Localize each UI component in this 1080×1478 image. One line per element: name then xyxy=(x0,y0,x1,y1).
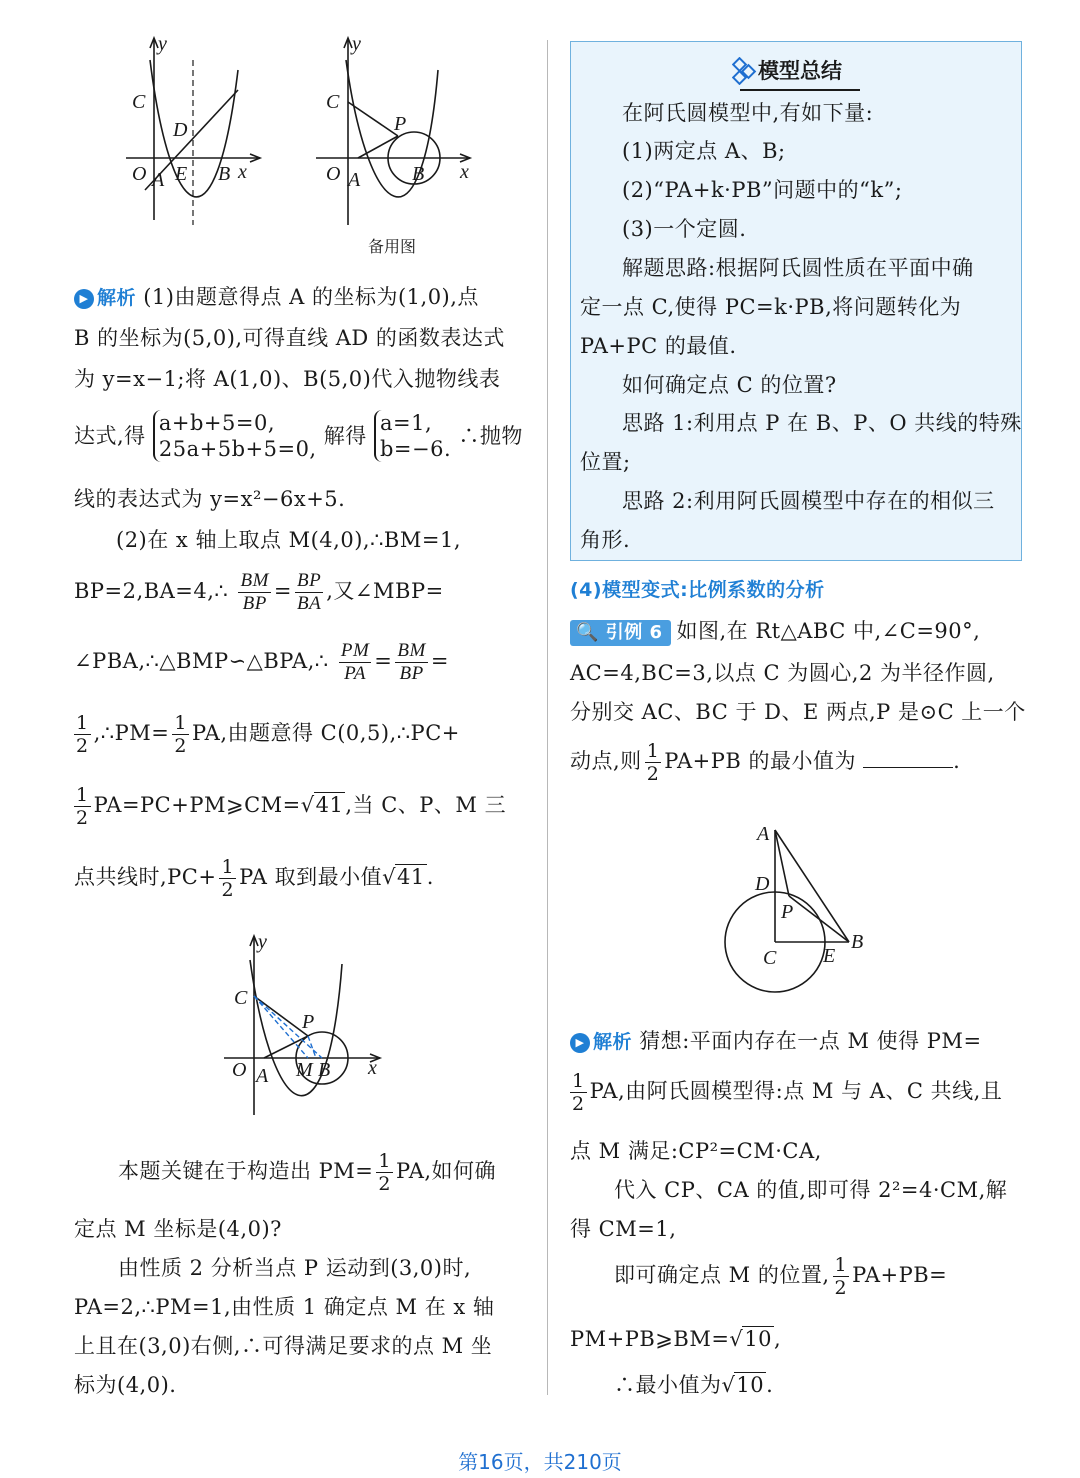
fig4-label-d: D xyxy=(755,873,770,895)
fig1-label-y: y xyxy=(158,33,167,55)
fig2-label-a: A xyxy=(348,169,361,191)
key-line-1: 本题关键在于构造出 PM= $\frac{1}{2}$ PA,如何确 xyxy=(118,1150,497,1195)
summary-line-12: 角形. xyxy=(580,528,631,552)
sqrt-10: 10 xyxy=(744,1327,773,1351)
summary-line-3: (2)“PA+k·PB”问题中的“k”; xyxy=(622,178,903,202)
summary-line-9: 思路 1:利用点 P 在 B、P、O 共线的特殊 xyxy=(622,411,1022,435)
column-divider xyxy=(547,40,548,1395)
summary-line-1: 在阿氏圆模型中,有如下量: xyxy=(622,101,874,125)
fig3-label-y: y xyxy=(258,931,267,953)
fig1-label-a: A xyxy=(152,169,165,191)
fraction-pm-pa: $\frac{PM}{PA}$ xyxy=(340,640,370,684)
fig2-label-b: B xyxy=(412,163,425,185)
fraction-half: $\frac{1}{2}$ xyxy=(572,1070,585,1115)
figure-3-graph xyxy=(220,930,390,1120)
fig2-label-p: P xyxy=(394,113,407,135)
fraction-bm-bp: $\frac{BM}{BP}$ xyxy=(240,570,269,614)
figure-2-caption: 备用图 xyxy=(368,237,417,256)
right-solution-line-7: PM+PB⩾BM=√10, xyxy=(570,1327,782,1351)
solution-line-4: 达式,得 a+b+5=0, 25a+5b+5=0, 解得 a=1, b=−6. ∴抛物 xyxy=(74,411,523,461)
right-solution-line-8: ∴最小值为√10. xyxy=(614,1373,774,1397)
fig3-label-m: M xyxy=(296,1059,313,1081)
key-line-6: 标为(4,0). xyxy=(74,1373,177,1397)
fig3-label-x: x xyxy=(368,1057,377,1079)
fig4-label-p: P xyxy=(781,901,794,923)
fig3-label-c: C xyxy=(234,987,248,1009)
example-line-3: 分别交 AC、BC 于 D、E 两点,P 是⊙C 上一个 xyxy=(570,700,1026,724)
solution-line-9: $\frac{1}{2}$ ,∴PM= $\frac{1}{2}$ PA,由题意得 C(0,5),∴PC+ xyxy=(76,712,460,757)
fraction-half: $\frac{1}{2}$ xyxy=(76,712,89,757)
fig1-label-d: D xyxy=(173,119,188,141)
sub-heading: (4)模型变式:比例系数的分析 xyxy=(570,579,825,601)
example-line-2: AC=4,BC=3,以点 C 为圆心,2 为半径作圆, xyxy=(570,661,995,685)
fraction-half: $\frac{1}{2}$ xyxy=(834,1254,848,1299)
solution-line-11: 点共线时,PC+ $\frac{1}{2}$ PA 取到最小值√41. xyxy=(74,856,434,901)
right-solution-line-4: 代入 CP、CA 的值,即可得 2²=4·CM,解 xyxy=(614,1178,1008,1202)
summary-line-4: (3)一个定圆. xyxy=(622,217,747,241)
solution-badge: ▶ 解析 xyxy=(74,287,136,309)
figure-4-triangle xyxy=(715,820,875,1000)
right-solution-line-2: $\frac{1}{2}$ PA,由阿氏圆模型得:点 M 与 A、C 共线,且 xyxy=(572,1070,1003,1115)
fig4-label-e: E xyxy=(823,945,836,967)
magnifier-icon: 🔍 xyxy=(576,622,599,643)
figure-1-graph xyxy=(120,30,270,230)
example-badge: 🔍 引例 6 xyxy=(570,620,671,646)
right-solution-line-3: 点 M 满足:CP²=CM·CA, xyxy=(570,1139,822,1163)
system-2-row-1: a=1, xyxy=(379,411,433,435)
answer-blank[interactable] xyxy=(863,747,953,768)
sqrt-41-min: 41 xyxy=(397,865,425,889)
fig1-label-x: x xyxy=(238,161,247,183)
fraction-half: $\frac{1}{2}$ xyxy=(646,740,660,785)
fig2-label-c: C xyxy=(326,91,340,113)
fig4-label-b: B xyxy=(851,931,864,953)
system-1-row-1: a+b+5=0, xyxy=(158,411,276,435)
fig1-label-b: B xyxy=(218,163,231,185)
figure-2-graph xyxy=(310,30,480,230)
fig3-label-p: P xyxy=(302,1011,315,1033)
system-2-row-2: b=−6. xyxy=(379,437,452,461)
fig3-label-a: A xyxy=(256,1065,269,1087)
fig1-label-e: E xyxy=(175,163,188,185)
fig3-label-o: O xyxy=(232,1059,247,1081)
system-1-row-2: 25a+5b+5=0, xyxy=(158,437,317,461)
fraction-half: $\frac{1}{2}$ xyxy=(221,856,235,901)
right-solution-line-6: 即可确定点 M 的位置, $\frac{1}{2}$ PA+PB= xyxy=(614,1254,948,1299)
solution-line-7: BP=2,BA=4,∴ $\frac{BM}{BP}$ = $\frac{BP}{BA}$ ,又∠MBP= xyxy=(74,570,444,614)
summary-line-11: 思路 2:利用阿氏圆模型中存在的相似三 xyxy=(622,489,995,513)
solution-line-8: ∠PBA,∴△BMP∽△BPA,∴ $\frac{PM}{PA}$ = $\frac{BM}{BP}$ = xyxy=(74,640,449,684)
example-line-1: 🔍 引例 6 如图,在 Rt△ABC 中,∠C=90°, xyxy=(570,616,1020,646)
key-line-3: 由性质 2 分析当点 P 运动到(3,0)时, xyxy=(118,1256,472,1280)
key-line-4: PA=2,∴PM=1,由性质 1 确定点 M 在 x 轴 xyxy=(74,1295,495,1319)
solution-line-10: $\frac{1}{2}$ PA=PC+PM⩾CM=√41,当 C、P、M 三 xyxy=(76,784,507,829)
example-line-4: 动点,则 $\frac{1}{2}$ PA+PB 的最小值为 . xyxy=(570,740,961,785)
right-solution-line-5: 得 CM=1, xyxy=(570,1217,677,1241)
page-footer: 第16页，共210页 xyxy=(458,1450,622,1474)
solution-line-5: 线的表达式为 y=x²−6x+5. xyxy=(74,487,346,511)
solution-line-1: ▶ 解析 (1)由题意得点 A 的坐标为(1,0),点 xyxy=(74,282,526,313)
fraction-half: $\frac{1}{2}$ xyxy=(378,1150,391,1195)
sqrt-10-min: 10 xyxy=(736,1373,765,1397)
play-icon: ▶ xyxy=(570,1033,590,1053)
summary-line-6: 定一点 C,使得 PC=k·PB,将问题转化为 xyxy=(580,295,962,319)
solution-line-6: (2)在 x 轴上取点 M(4,0),∴BM=1, xyxy=(116,528,462,552)
key-line-5: 上且在(3,0)右侧,∴可得满足要求的点 M 坐 xyxy=(74,1334,493,1358)
play-icon: ▶ xyxy=(74,289,94,309)
fraction-half: $\frac{1}{2}$ xyxy=(76,784,89,829)
fraction-bm-bp-2: $\frac{BM}{BP}$ xyxy=(397,640,426,684)
fig1-label-c: C xyxy=(132,91,146,113)
fig2-label-x: x xyxy=(460,161,469,183)
fig2-label-o: O xyxy=(326,163,341,185)
fig3-label-b: B xyxy=(318,1059,331,1081)
sqrt-41: 41 xyxy=(315,793,344,817)
fig2-label-y: y xyxy=(352,33,361,55)
summary-line-2: (1)两定点 A、B; xyxy=(622,139,786,163)
fig1-label-o: O xyxy=(132,163,147,185)
fraction-half: $\frac{1}{2}$ xyxy=(174,712,187,757)
solution-badge-2: ▶ 解析 xyxy=(570,1031,632,1053)
model-summary-title: 模型总结 xyxy=(740,55,860,91)
summary-line-8: 如何确定点 C 的位置? xyxy=(622,373,837,397)
puzzle-icon xyxy=(732,57,758,85)
summary-line-7: PA+PC 的最值. xyxy=(580,334,737,358)
solution-line-3: 为 y=x−1;将 A(1,0)、B(5,0)代入抛物线表 xyxy=(74,367,501,391)
right-solution-line-1: ▶ 解析 猜想:平面内存在一点 M 使得 PM= xyxy=(570,1026,1020,1057)
solution-line-2: B 的坐标为(5,0),可得直线 AD 的函数表达式 xyxy=(74,326,505,350)
summary-line-5: 解题思路:根据阿氏圆性质在平面中确 xyxy=(622,256,974,280)
fig4-label-c: C xyxy=(763,947,777,969)
fraction-bp-ba: $\frac{BP}{BA}$ xyxy=(297,570,322,614)
fig4-label-a: A xyxy=(757,823,770,845)
key-line-2: 定点 M 坐标是(4,0)? xyxy=(74,1217,282,1241)
summary-line-10: 位置; xyxy=(580,450,631,474)
